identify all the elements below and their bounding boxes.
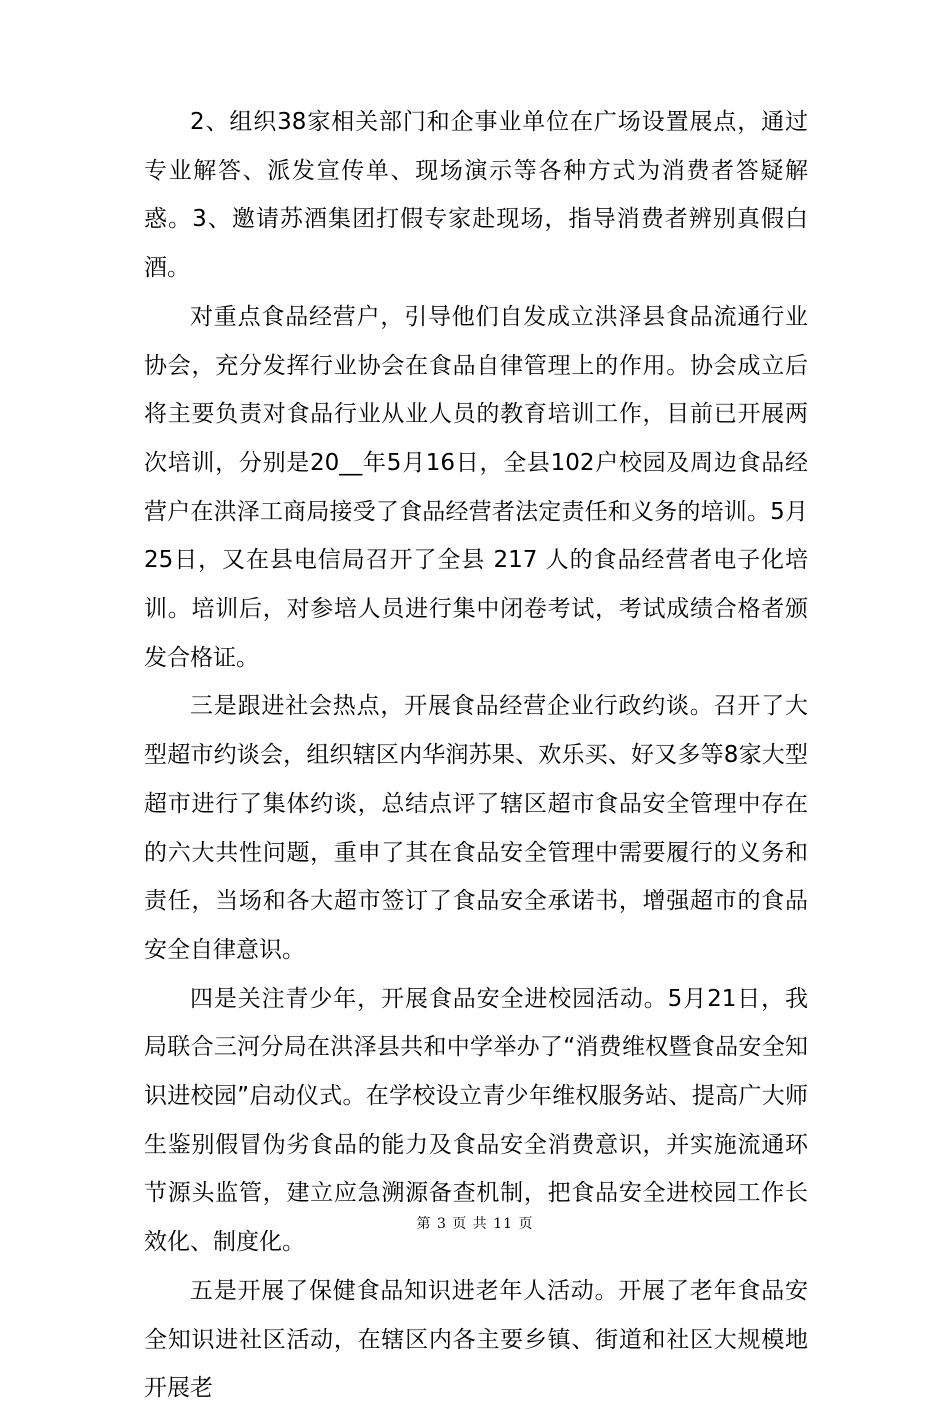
paragraph-elderly: 五是开展了保健食品知识进老年人活动。开展了老年食品安全知识进社区活动，在辖区内各主要乡镇、街道和社区大规模地开展老 bbox=[144, 1277, 808, 1402]
paragraph-campus: 四是关注青少年，开展食品安全进校园活动。5月21日，我局联合三河分局在洪泽县共和中学举办了“消费维权暨食品安全知识进校园”启动仪式。在学校设立青少年维权服务站、提高广大师生鉴别假冒伪劣食品的能力及食品安全消费意识，并实施流通环节源头监管，建立应急溯源备查机制，把食品安全进校园工作长效化、制度化。 bbox=[144, 985, 808, 1256]
page-footer: 第 3 页 共 11 页 bbox=[416, 1216, 534, 1232]
paragraph-exhibition: 2、组织38家相关部门和企事业单位在广场设置展点，通过专业解答、派发宣传单、现场演示等各种方式为消费者答疑解惑。3、邀请苏酒集团打假专家赴现场，指导消费者辨别真假白酒。 bbox=[144, 109, 808, 282]
paragraph-supermarket: 三是跟进社会热点，开展食品经营企业行政约谈。召开了大型超市约谈会，组织辖区内华润苏果、欢乐买、好又多等8家大型超市进行了集体约谈，总结点评了辖区超市食品安全管理中存在的六大共性问题，重申了其在食品安全管理中需要履行的义务和责任，当场和各大超市签订了食品安全承诺书，增强超市的食品安全自律意识。 bbox=[144, 693, 808, 963]
paragraph-association: 对重点食品经营户，引导他们自发成立洪泽县食品流通行业协会，充分发挥行业协会在食品自律管理上的作用。协会成立后将主要负责对食品行业从业人员的教育培训工作，目前已开展两次培训，分别是20__年5月16日，全县102户校园及周边食品经营户在洪泽工商局接受了食品经营者法定责任和义务的培训。5月25日，又在县电信局召开了全县 217 人的食品经营者电子化培训。培训后，对参培人员进行集中闭卷考试，考试成绩合格者颁发合格证。 bbox=[144, 303, 808, 671]
